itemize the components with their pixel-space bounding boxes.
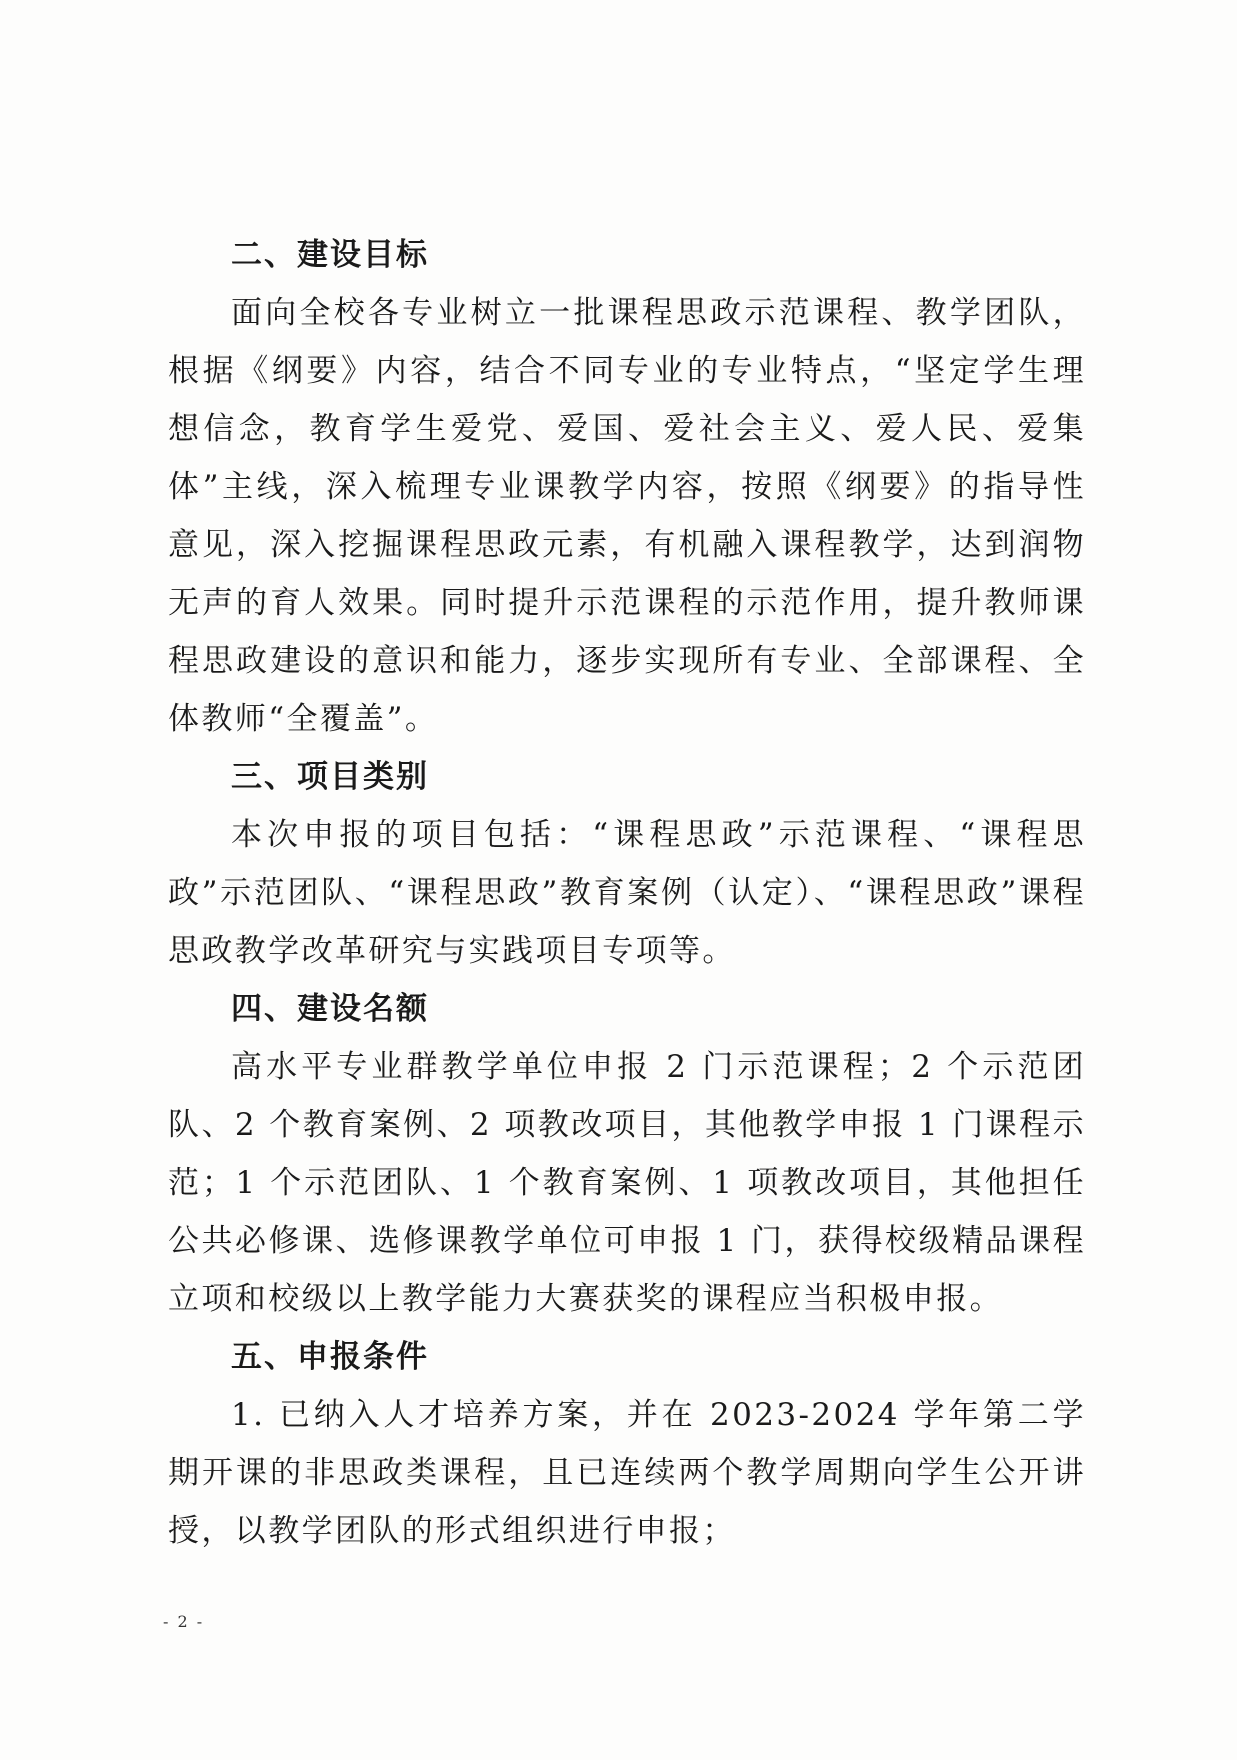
page-number: - 2 - (163, 1612, 205, 1631)
document-body (168, 226, 1086, 1560)
section-heading-goals: 二、建设目标 (231, 237, 429, 273)
paragraph-condition-1: 1. 已纳入人才培养方案，并在 2023-2024 学年第二学期开课的非思政类课程，且已连续两个教学周期向学生公开讲授，以教学团队的形式组织进行申报； (168, 1397, 1086, 1549)
paragraph-quota: 高水平专业群教学单位申报 2 门示范课程；2 个示范团队、2 个教育案例、2 项教改项目，其他教学申报 1 门课程示范；1 个示范团队、1 个教育案例、1 项教改项目，其他担任公共必修课、选修课教学单位可申报 1 门，获得校级精品课程立项和校级以上教学能力大赛获奖的课程应当积极申报。 (168, 1049, 1086, 1317)
section-heading-quota: 四、建设名额 (231, 991, 429, 1027)
section-heading-conditions: 五、申报条件 (231, 1339, 429, 1375)
section-heading-categories: 三、项目类别 (231, 759, 429, 795)
paragraph-categories: 本次申报的项目包括：“课程思政”示范课程、“课程思政”示范团队、“课程思政”教育案例（认定）、“课程思政”课程思政教学改革研究与实践项目专项等。 (168, 817, 1086, 969)
paragraph-goals: 面向全校各专业树立一批课程思政示范课程、教学团队，根据《纲要》内容，结合不同专业的专业特点，“坚定学生理想信念，教育学生爱党、爱国、爱社会主义、爱人民、爱集体”主线，深入梳理专业课教学内容，按照《纲要》的指导性意见，深入挖掘课程思政元素，有机融入课程教学，达到润物无声的育人效果。同时提升示范课程的示范作用，提升教师课程思政建设的意识和能力，逐步实现所有专业、全部课程、全体教师“全覆盖”。 (168, 295, 1086, 737)
